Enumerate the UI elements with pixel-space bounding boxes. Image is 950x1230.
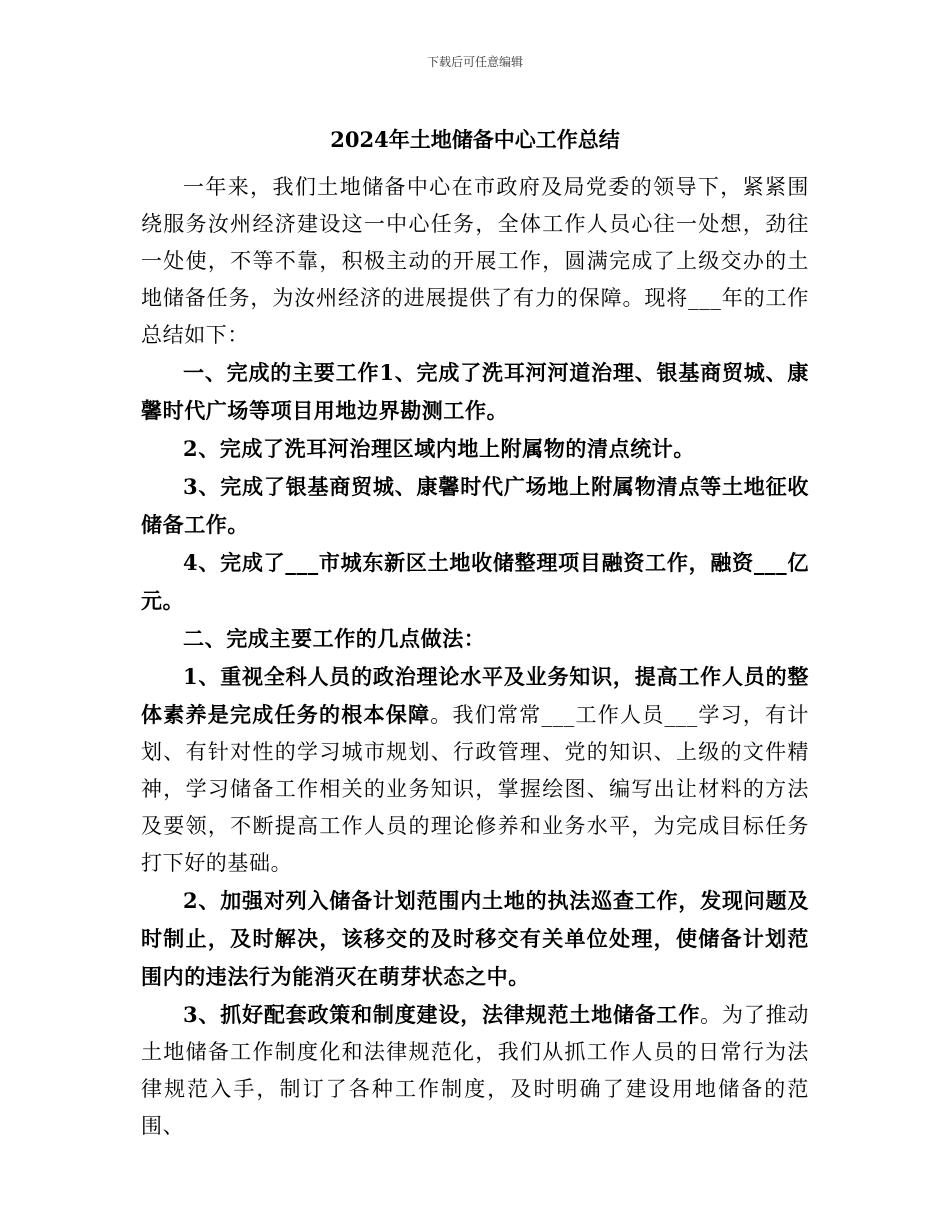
document-title: 2024年土地储备中心工作总结 [330, 127, 620, 152]
paragraph-bold-text: 二、完成主要工作的几点做法： [183, 626, 486, 651]
paragraph-item-4 [141, 544, 809, 620]
paragraph-method-2 [141, 882, 809, 996]
paragraph-text: 。为了推动土地储备工作制度化和法律规范化，我们从抓工作人员的日常行为法律规范入手，制订了各种工作制度，及时明确了建设用地储备的范围、 [141, 1003, 809, 1138]
paragraph-bold-text: 2、加强对列入储备计划范围内土地的执法巡查工作，发现问题及时制止，及时解决，该移交的及时移交有关单位处理，使储备计划范围内的违法行为能消灭在萌芽状态之中。 [141, 888, 809, 989]
paragraph-bold-text: 4、完成了___市城东新区土地收储整理项目融资工作，融资___亿元。 [141, 550, 809, 613]
paragraph-bold-text: 2、完成了洗耳河治理区域内地上附属物的清点统计。 [183, 436, 696, 461]
paragraph-bold-text: 3、抓好配套政策和制度建设，法律规范土地储备工作 [183, 1002, 701, 1027]
header-note: 下载后可任意编辑 [426, 55, 523, 69]
document-body [141, 168, 809, 1145]
paragraph-bold-text: 一、完成的主要工作1、完成了洗耳河河道治理、银基商贸城、康馨时代广场等项目用地边界勘测工作。 [141, 360, 809, 423]
paragraph-bold-text: 3、完成了银基商贸城、康馨时代广场地上附属物清点等土地征收储备工作。 [141, 474, 809, 537]
paragraph-item-2 [141, 430, 809, 468]
paragraph-item-3 [141, 468, 809, 544]
paragraph-text: 一年来，我们土地储备中心在市政府及局党委的领导下，紧紧围绕服务汝州经济建设这一中心任务，全体工作人员心往一处想，劲往一处使，不等不靠，积极主动的开展工作，圆满完成了上级交办的土地储备任务，为汝州经济的进展提供了有力的保障。现将___年的工作总结如下： [141, 175, 809, 347]
paragraph-text: 。我们常常___工作人员___学习，有计划、有针对性的学习城市规划、行政管理、党的知识、上级的文件精神，学习储备工作相关的业务知识，掌握绘图、编写出让材料的方法及要领，不断提高工作人员的理论修养和业务水平，为完成目标任务打下好的基础。 [141, 703, 809, 875]
paragraph-section-2 [141, 620, 809, 658]
paragraph-intro [141, 168, 809, 354]
paragraph-method-3 [141, 996, 809, 1145]
paragraph-section-1 [141, 354, 809, 430]
paragraph-method-1 [141, 658, 809, 882]
paragraph-bold-text: 1、重视全科人员的政治理论水平及业务知识，提高工作人员的整体素养是完成任务的根本保障 [141, 664, 809, 727]
